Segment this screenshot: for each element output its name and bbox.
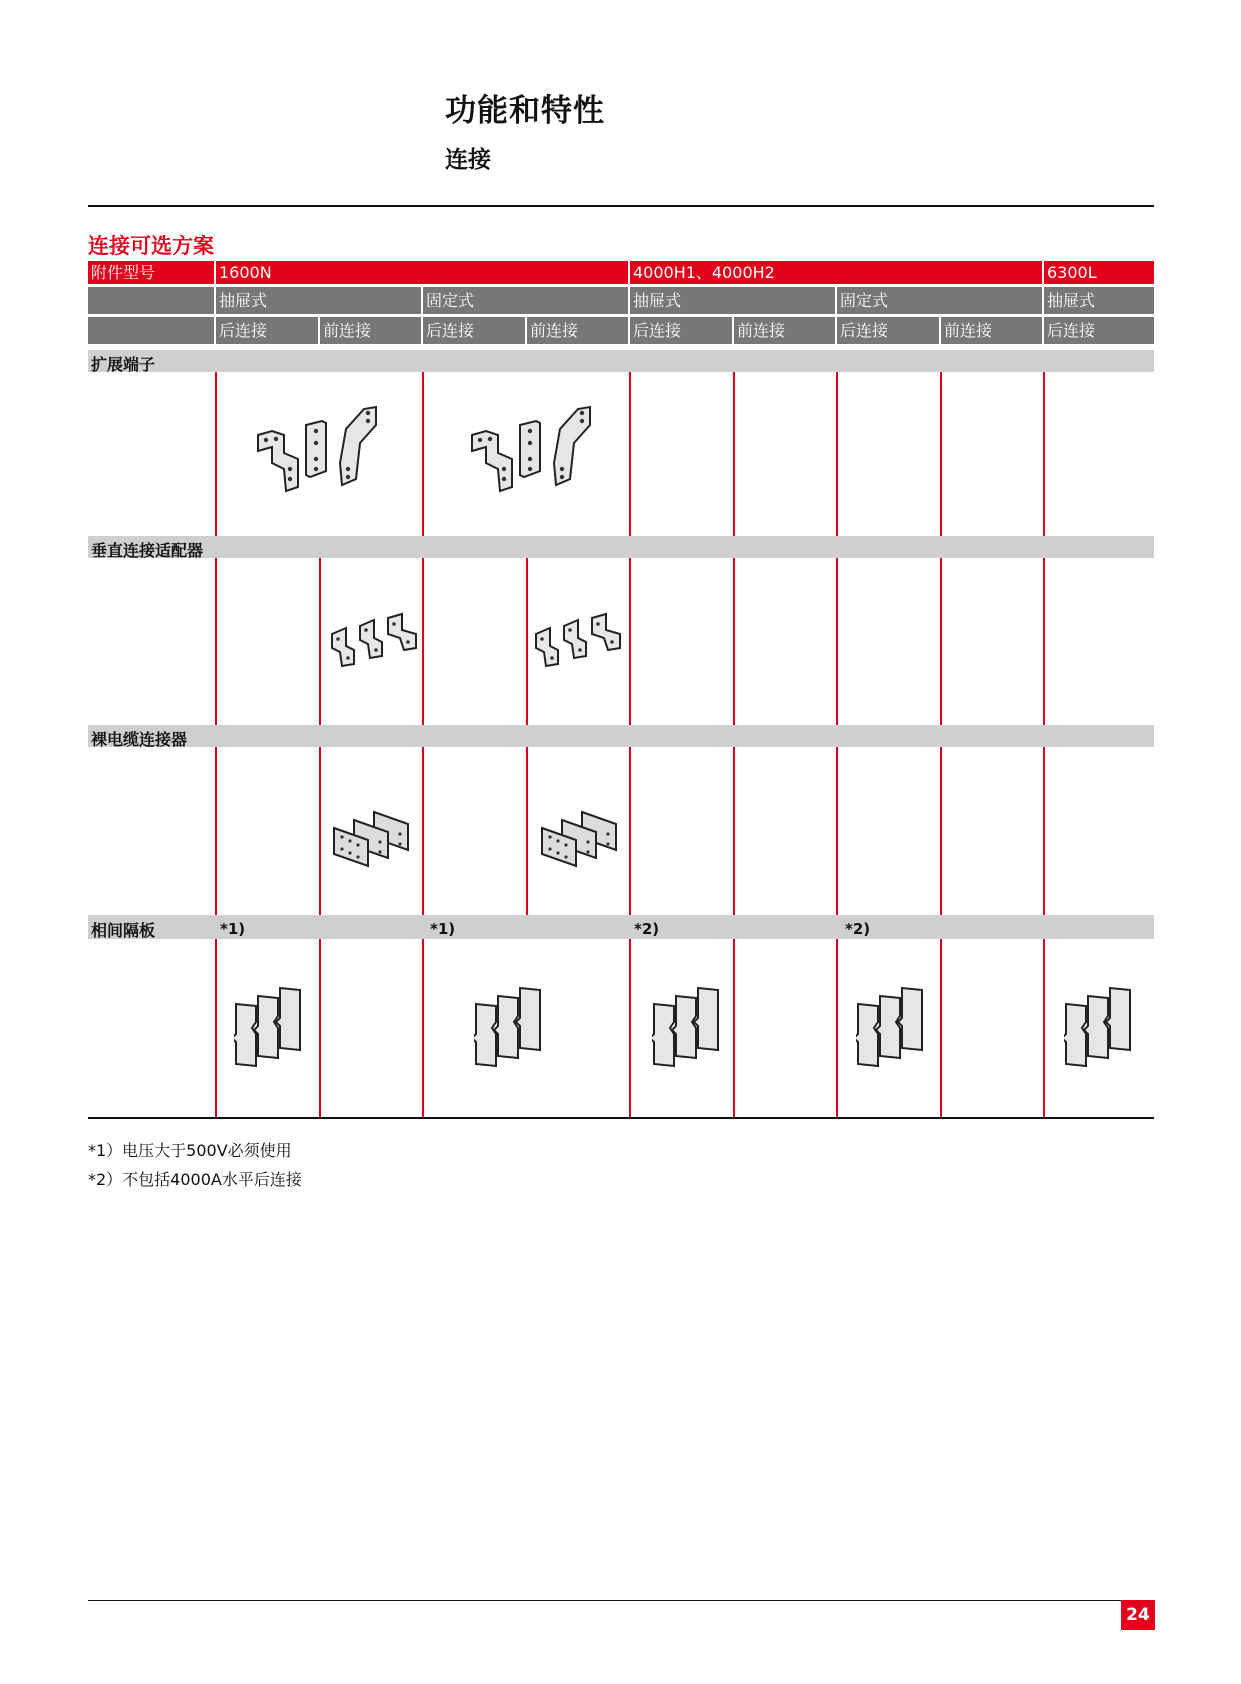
note-mark: *1) bbox=[220, 920, 246, 938]
connection-blank-cell bbox=[88, 317, 214, 344]
row-band-extension-terminals bbox=[88, 350, 1154, 372]
phase-barrier-icon bbox=[652, 986, 722, 1068]
connection-cell: 前连接 bbox=[320, 317, 421, 344]
vertical-adapter-icon bbox=[534, 612, 624, 668]
grid-line bbox=[1043, 558, 1045, 725]
footnote-1: *1）电压大于500V必须使用 bbox=[88, 1141, 292, 1160]
phase-barrier-icon bbox=[1064, 986, 1134, 1068]
connection-cell: 后连接 bbox=[630, 317, 732, 344]
grid-line bbox=[422, 558, 424, 725]
grid-line bbox=[1043, 747, 1045, 915]
type-drawout-4000h: 抽屉式 bbox=[630, 287, 835, 314]
connection-cell: 后连接 bbox=[423, 317, 525, 344]
type-fixed-4000h: 固定式 bbox=[837, 287, 1042, 314]
grid-line bbox=[836, 372, 838, 536]
extension-terminal-icon bbox=[254, 405, 384, 495]
row-label-vertical-adapters: 垂直连接适配器 bbox=[91, 541, 204, 560]
connection-cell: 前连接 bbox=[941, 317, 1042, 344]
grid-line bbox=[733, 372, 735, 536]
bare-cable-connector-icon bbox=[538, 810, 620, 870]
grid-line bbox=[319, 558, 321, 725]
model-1600n: 1600N bbox=[216, 261, 628, 284]
type-blank-cell bbox=[88, 287, 214, 314]
top-divider bbox=[88, 205, 1154, 207]
grid-line bbox=[629, 939, 631, 1117]
connection-cell: 后连接 bbox=[837, 317, 939, 344]
grid-line bbox=[1043, 939, 1045, 1117]
row-band-phase-barriers bbox=[88, 915, 1154, 939]
type-fixed-1600n: 固定式 bbox=[423, 287, 628, 314]
section-title: 连接可选方案 bbox=[88, 234, 214, 258]
grid-line bbox=[422, 939, 424, 1117]
grid-line bbox=[629, 558, 631, 725]
vertical-adapter-icon bbox=[330, 612, 420, 668]
grid-line bbox=[940, 558, 942, 725]
grid-line bbox=[836, 558, 838, 725]
phase-barrier-icon bbox=[474, 986, 544, 1068]
grid-line bbox=[629, 747, 631, 915]
grid-line bbox=[940, 372, 942, 536]
grid-line bbox=[836, 939, 838, 1117]
grid-line bbox=[733, 939, 735, 1117]
row-label-phase-barriers: 相间隔板 bbox=[91, 921, 156, 940]
grid-line bbox=[629, 372, 631, 536]
grid-line bbox=[215, 747, 217, 915]
type-drawout-1600n: 抽屉式 bbox=[216, 287, 421, 314]
grid-line bbox=[422, 747, 424, 915]
connection-cell: 前连接 bbox=[734, 317, 835, 344]
grid-line bbox=[422, 372, 424, 536]
footnote-2: *2）不包括4000A水平后连接 bbox=[88, 1170, 302, 1189]
grid-line bbox=[215, 372, 217, 536]
page-number: 24 bbox=[1121, 1600, 1155, 1630]
connection-cell: 后连接 bbox=[1044, 317, 1154, 344]
note-mark: *1) bbox=[430, 920, 456, 938]
grid-line bbox=[319, 747, 321, 915]
grid-line bbox=[526, 747, 528, 915]
page-title: 功能和特性 bbox=[445, 93, 605, 129]
grid-line bbox=[215, 939, 217, 1117]
row-band-vertical-adapters bbox=[88, 536, 1154, 558]
row-label-extension-terminals: 扩展端子 bbox=[91, 355, 156, 374]
footer-divider bbox=[88, 1600, 1154, 1601]
grid-line bbox=[733, 747, 735, 915]
row-band-bare-cable-connectors bbox=[88, 725, 1154, 747]
row-label-bare-cable-connectors: 裸电缆连接器 bbox=[91, 730, 188, 749]
type-drawout-6300l: 抽屉式 bbox=[1044, 287, 1154, 314]
connection-cell: 前连接 bbox=[527, 317, 628, 344]
table-bottom-divider bbox=[88, 1117, 1154, 1119]
grid-line bbox=[1043, 372, 1045, 536]
grid-line bbox=[940, 747, 942, 915]
connection-cell: 后连接 bbox=[216, 317, 318, 344]
model-label-cell: 附件型号 bbox=[88, 261, 214, 284]
page-subtitle: 连接 bbox=[445, 147, 491, 173]
note-mark: *2) bbox=[634, 920, 660, 938]
grid-line bbox=[319, 939, 321, 1117]
extension-terminal-icon bbox=[468, 405, 598, 495]
phase-barrier-icon bbox=[234, 986, 304, 1068]
grid-line bbox=[215, 558, 217, 725]
grid-line bbox=[526, 558, 528, 725]
model-6300l: 6300L bbox=[1044, 261, 1154, 284]
phase-barrier-icon bbox=[856, 986, 926, 1068]
grid-line bbox=[836, 747, 838, 915]
grid-line bbox=[733, 558, 735, 725]
model-4000h: 4000H1、4000H2 bbox=[630, 261, 1042, 284]
bare-cable-connector-icon bbox=[330, 810, 412, 870]
grid-line bbox=[940, 939, 942, 1117]
note-mark: *2) bbox=[845, 920, 871, 938]
